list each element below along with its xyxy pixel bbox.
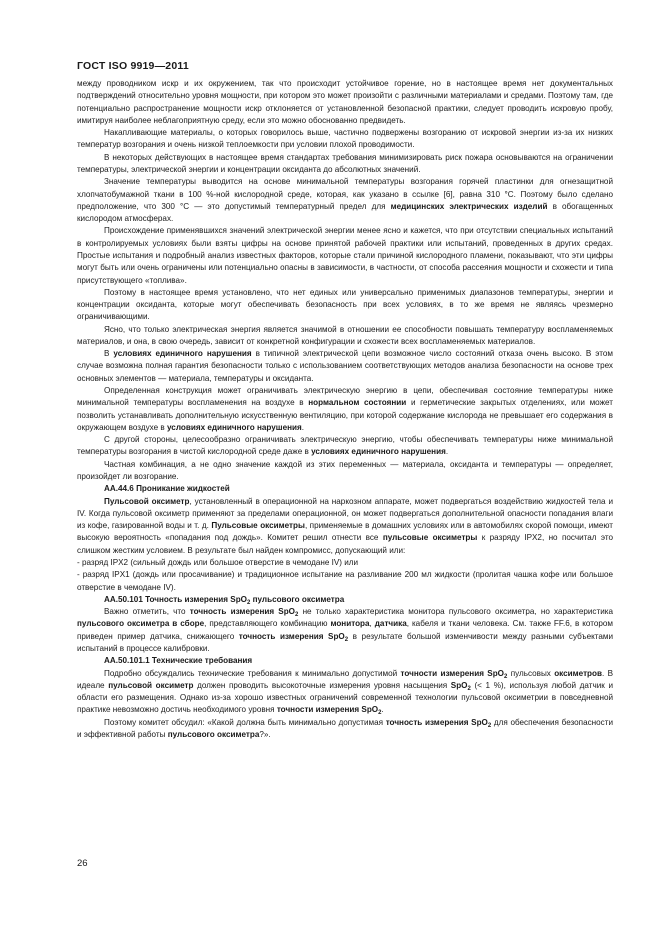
section-heading-aa-44-6: АА.44.6 Проникание жидкостей — [104, 484, 230, 494]
term-spo2-accuracy — [276, 705, 382, 717]
text: Важно отметить, что — [104, 607, 190, 617]
paragraph-current-standards: В некоторых действующих в настоящее время стандартах требования минимизировать риск пожара основываются на ограничении температуры, электрической энергии и концентрации оксиданта до абсолютных значений. — [77, 152, 613, 174]
text: пульсовых — [507, 668, 555, 678]
paragraph-electrical-energy: Ясно, что только электрическая энергия является значимой в отношении ее способности повышать температуру воспламеняемых материалов, и она, в свою очередь, зависит от конкретной конфигурации и схожести всех воспламеняемых материалов. — [77, 324, 613, 346]
text: . — [301, 422, 305, 432]
text: в типичной электрической цепи возможное число состояний отказа очень высоко. В этом случае возможна полная гарантия безопасности только с использованием соответствующих методов анализа безопасности на основе трех основных элементов — материала, температуры и оксиданта. — [77, 349, 613, 383]
subscript: 2 — [247, 599, 251, 606]
text: для обеспечения безопасности и эффективной работы — [77, 717, 613, 739]
subscript: 2 — [295, 612, 299, 619]
paragraph-no-universal-ranges: Поэтому в настоящее время установлено, что нет единых или универсально применимых диапазонов температуры, энергии и концентрации оксиданта, которые могут обеспечивать безопасность при всех условиях, в то же время не являясь чрезмерно ограничивающими. — [77, 287, 613, 322]
section-heading-aa-50-101-1: АА.50.101.1 Технические требования — [104, 656, 253, 666]
page-number: 26 — [77, 858, 88, 869]
text: Поэтому комитет обсудил: «Какой должна быть минимально допустимая — [104, 717, 386, 727]
subscript: 2 — [487, 722, 492, 729]
text: не только характеристика монитора пульсового оксиметра, но характеристика — [298, 607, 614, 617]
text: Подробно обсуждались технические требования к минимально допустимой — [104, 668, 401, 678]
term-monitor: монитора — [330, 619, 370, 629]
text: к разряду IPX2, но посчитал это слишком жестким условием. В результате был найден компромисс, допускающий или: — [77, 533, 613, 555]
paragraph-energy-origin: Происхождение применявшихся значений электрической энергии менее ясно и кажется, что при отсутствии специальных испытаний в контролируемых условиях были взяты цифры на основе принятой рабочей практики или испытаний, проведенных в других средах. Простые испытания и подробный анализ известных факторов, которые стали причиной кислородного пламени, показывают, что эти цифры могут быть или очень ограничены или потенциально опасны в зависимости, в частности, от способа рассеяния мощности и схожести и типа присутствующего «топлива». — [77, 226, 613, 285]
text: АА.50.101 Точность измерения SpO — [104, 594, 247, 604]
text: пульсового оксиметра — [250, 594, 345, 604]
term-spo2 — [451, 681, 471, 690]
paragraph-temperature-value — [77, 176, 613, 225]
term-pulse-oximeters: пульсовые оксиметры — [382, 533, 478, 543]
text: и герметические закрытых отделениях, или может позволить устанавливать дополнительную искусственную вентиляцию, при которой содержание кислорода не превышает его содержания в окружающем воздухе в — [77, 398, 613, 432]
term-single-fault-condition: условиях единичного нарушения — [166, 422, 302, 432]
term-pulse-oximeters: Пульсовые оксиметры — [211, 521, 305, 531]
term-sensor: датчика — [374, 619, 407, 629]
term-spo2-accuracy — [189, 607, 299, 619]
text: должен проводить высокоточные измерения уровня насыщения — [193, 680, 451, 690]
term-spo2-accuracy — [386, 718, 492, 727]
term-spo2-accuracy — [239, 632, 348, 641]
subscript: 2 — [344, 636, 349, 643]
text: точность измерения SpO — [385, 717, 488, 727]
term-normal-condition: нормальном состоянии — [308, 398, 407, 408]
list-item-ipx1: - разряд IPX1 (дождь или просачивание) и традиционное испытание на разливание 200 мл жидкости (пролитая чашка кофе или большое отверстие в чемодане IV). — [77, 570, 613, 592]
text: . В идеале — [77, 668, 614, 690]
text: С другой стороны, целесообразно ограничивать электрическую энергию, чтобы обеспечивать температуры ниже минимальной температуры возгорания в чистой кислородной среде даже в — [77, 435, 613, 457]
term-pulse-oximeter: Пульсовой оксиметр — [104, 496, 190, 506]
text: в результате большой изменчивости между разными субъектами испытаний в процессе калибровки. — [77, 631, 614, 653]
text: . — [381, 705, 384, 715]
text: точность измерения SpO — [189, 607, 296, 617]
term-pulse-oximeter-assembly: пульсового оксиметра в сборе — [77, 619, 205, 629]
text: точности измерения SpO — [400, 668, 505, 678]
paragraph-spo2-accuracy — [77, 606, 613, 655]
paragraph-other-hand — [77, 434, 613, 459]
text: . — [445, 447, 449, 457]
text: , кабеля и ткани человека. См. также FF.6, в котором приведен пример датчика, снижающего — [77, 619, 614, 641]
text: (< 1 %), используя любой датчик и области его размещения. Однако из-за хорошо известных ограничений современной технологии пульсовой оксиметрии в повседневной практике невозможно достичь необходимого уровня — [77, 680, 613, 715]
subscript: 2 — [378, 710, 382, 717]
list-item-ipx2: - разряд IPX2 (сильный дождь или большое отверстие в чемодане IV) или — [77, 557, 359, 567]
term-medical-electrical-devices: медицинских электрических изделий — [390, 201, 548, 211]
subscript: 2 — [467, 685, 471, 692]
text: точность измерения SpO — [238, 631, 345, 641]
term-spo2-accuracy — [401, 669, 508, 678]
text: Значение температуры выводится на основе минимальной температуры возгорания горячей пластинки для огнезащитной хлопчатобумажной ткани в 100 %-ной кислородной среде, которая, как указано в ссылке [6], равна 310 °С. Поэтому было сделано предположение, что 300 °С — это допустимый температурный предел для — [77, 177, 613, 211]
text: в обогащенных кислородом атмосферах. — [77, 201, 613, 224]
paragraph-committee-question — [77, 717, 613, 742]
text: , — [369, 619, 375, 629]
text: точности измерения SpO — [276, 705, 379, 715]
paragraph-technical-requirements — [77, 668, 613, 717]
text: ?». — [259, 729, 271, 739]
page-body — [77, 78, 613, 741]
term-single-fault-condition: условиях единичного нарушения — [113, 349, 252, 359]
paragraph-combination: Частная комбинация, а не одно значение каждой из этих переменных — материала, оксиданта и температуры — определяет, произойдет ли возгорание. — [77, 459, 613, 481]
term-single-fault-condition: условиях единичного нарушения — [311, 447, 446, 457]
paragraph-single-fault — [77, 348, 613, 385]
section-heading-aa-50-101 — [77, 594, 613, 606]
paragraph-continuation: между проводником искр и их окружением, так что происходит устойчивое горение, но в настоящее время нет документальных подтверждений относительно уровня мощности, при котором это может произойти с различными материалами и средами. Поэтому там, где потенциально распространение мощности искр отклоняется от установленной безопасной практики, следует проводить искровую пробу, имитируя наиболее неблагоприятную среду, если это можно обоснованно предвидеть. — [77, 79, 613, 125]
text: SpO — [450, 680, 468, 690]
subscript: 2 — [504, 673, 508, 680]
text: Определенная конструкция может ограничивать электрическую энергию в цепи, обеспечивая состояние температуры ниже минимальной температуры воспламенения на воздухе в — [77, 386, 613, 408]
text: , установленный в операционной на наркозном аппарате, может подвергаться воздействию жидкостей тела и IV. Когда пульсовой оксиметр применяют за пределами операционной, он может подвергаться дополнительной опасности попадания влаги из кофе, газированной воды и т. д. — [77, 496, 613, 531]
text: , представляющего комбинацию — [204, 619, 331, 629]
paragraph-accumulating-materials: Накапливающие материалы, о которых говорилось выше, частично подвержены возгоранию от искровой энергии из-за их низких температур возгорания и очень низкой теплоемкости при условии плохой проводимости. — [77, 128, 613, 150]
term-oximeters: оксиметров — [554, 668, 602, 678]
text: В — [104, 349, 114, 359]
term-pulse-oximeter: пульсовой оксиметр — [108, 680, 194, 690]
term-pulse-oximeter: пульсового оксиметра — [167, 729, 260, 739]
paragraph-design-limits — [77, 385, 613, 434]
document-header: ГОСТ ISO 9919—2011 — [77, 60, 189, 72]
paragraph-pulse-oximeter-liquids — [77, 496, 613, 557]
text: , применяемые в домашних условиях или в автомобилях скорой помощи, имеют высокую вероятность «попадания под дождь». Комитет решил отнести все — [77, 521, 613, 543]
